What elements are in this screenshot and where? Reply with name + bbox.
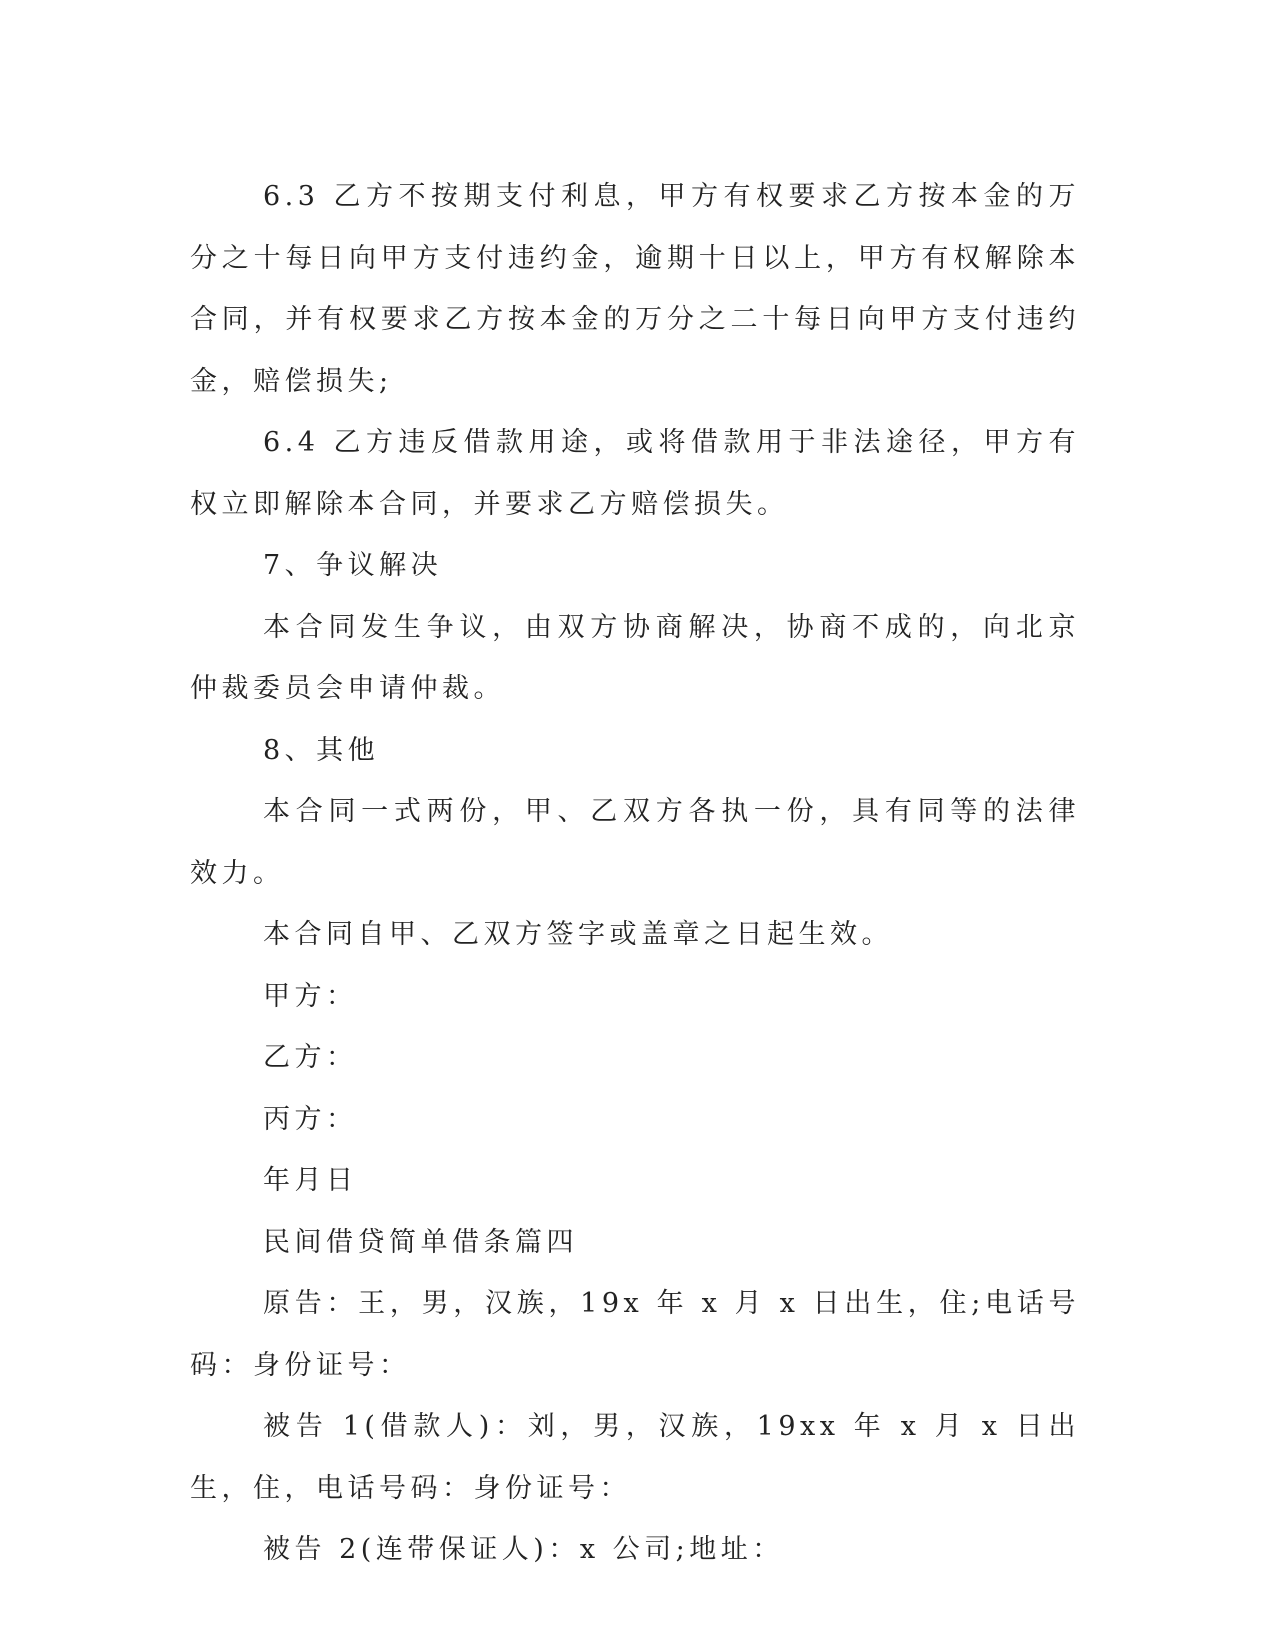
effective-date-paragraph: 本合同自甲、乙双方签字或盖章之日起生效。	[263, 919, 893, 950]
section-7-heading: 7、争议解决	[263, 550, 443, 581]
date-line: 年月日	[263, 1165, 358, 1196]
section-title-part-4: 民间借贷简单借条篇四	[263, 1226, 578, 1258]
clause-6-4-paragraph: 6.4 乙方违反借款用途，或将借款用于非法途径，甲方有权立即解除本合同，并要求乙方赔偿损失。	[190, 427, 1080, 520]
party-b-signature-line: 乙方：	[263, 1042, 358, 1073]
plaintiff-paragraph: 原告：王，男，汉族，19x 年 x 月 x 日出生，住;电话号码：身份证号：	[190, 1288, 1080, 1381]
clause-6-3-paragraph: 6.3 乙方不按期支付利息，甲方有权要求乙方按本金的万分之十每日向甲方支付违约金，逾期十日以上，甲方有权解除本合同，并有权要求乙方按本金的万分之二十每日向甲方支付违约金，赔偿损失;	[190, 181, 1080, 397]
dispute-resolution-paragraph: 本合同发生争议，由双方协商解决，协商不成的，向北京仲裁委员会申请仲裁。	[190, 611, 1080, 704]
party-c-signature-line: 丙方：	[263, 1103, 358, 1135]
section-8-heading: 8、其他	[263, 734, 380, 766]
party-a-signature-line: 甲方：	[263, 980, 358, 1012]
defendant-2-paragraph: 被告 2(连带保证人)：x 公司;地址：	[263, 1534, 784, 1565]
defendant-1-paragraph: 被告 1(借款人)：刘，男，汉族，19xx 年 x 月 x 日出生，住，电话号码：身份证号：	[190, 1411, 1080, 1504]
document-body	[190, 166, 1080, 1581]
copies-paragraph: 本合同一式两份，甲、乙双方各执一份，具有同等的法律效力。	[190, 796, 1080, 889]
